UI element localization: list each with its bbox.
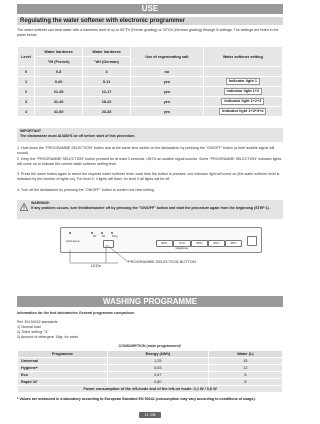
step-3: 3. Press the same button again to select the required water softener level: each time the button is pressed, one indicator light will come on (the water softener level is indicated by the number of lights on). For level 0, 4 lights will flash, for level 0 all lights will be off.: [17, 172, 280, 181]
indicator-label: Indicator light 1+2+3: [221, 98, 264, 105]
table-row: [18, 358, 282, 364]
cell: 0,83: [108, 365, 208, 371]
warning-title: WARNING!: [31, 201, 50, 205]
cell: yes: [131, 97, 203, 106]
cell: 2: [18, 87, 34, 96]
cell: 15: [209, 358, 282, 364]
washing-programme-heading: WASHING PROGRAMME: [17, 296, 283, 307]
col-fh-unit: °fH (French): [35, 57, 82, 66]
cell: 3: [18, 97, 34, 106]
load-note: 1) Normal load: [17, 325, 41, 329]
cell: Eco: [18, 372, 107, 378]
header-cell: Programme: [18, 351, 107, 357]
softener-heading: Regulating the water softener with electronic programmer: [17, 17, 283, 25]
programme-90-button[interactable]: 90'C: [156, 240, 173, 247]
use-heading: USE: [17, 4, 283, 14]
cell: 31-40: [35, 97, 82, 106]
cell: 8: [209, 379, 282, 385]
cell: 23-33: [83, 107, 130, 116]
cell: 0,80: [108, 379, 208, 385]
important-title: IMPORTANT: [20, 129, 42, 133]
cell: 8: [209, 372, 282, 378]
cell: 12-17: [83, 87, 130, 96]
consumption-table: [17, 350, 283, 393]
table-row: [18, 379, 282, 385]
test-lab-info: Information for the test laboratories General programme comparison: [17, 311, 135, 315]
indicator-label: Indicator light 1+2: [224, 88, 263, 95]
table-row: [18, 386, 282, 392]
cell: 1: [18, 77, 34, 86]
cell: Hygiene+: [18, 365, 107, 371]
cell: 21-30: [35, 87, 82, 96]
button-caption: PROGRAMME SELECTION BUTTON: [128, 259, 196, 264]
indicator-label: Indicator light 1+2+3+4: [219, 108, 266, 115]
col-dh-unit: °dH (German): [83, 57, 130, 66]
cell: 5-11: [83, 77, 130, 86]
leds-caption: LEDs: [91, 263, 101, 268]
cell: 12: [209, 365, 282, 371]
consumption-title: CONSUMPTION (main programmes)*: [118, 344, 182, 348]
indicator-label: Indicator light 1: [226, 78, 260, 85]
shine-note: 2) Shine setting: "4": [17, 330, 49, 334]
col-dh: Water hardness: [83, 47, 130, 56]
panel-label: 90': [93, 235, 97, 238]
table-header-row: [18, 351, 282, 357]
programme-hygiene-button[interactable]: 70'C Hygiene+: [173, 240, 191, 247]
softener-intro: The water softener can treat water with a hardness level of up to 60°Fh (French grading) or 33°Dh (German grading) through 5 settings. The settings are listed in the panel below:: [17, 28, 279, 37]
important-text: The dishwasher must ALWAYS be off before start of this procedure.: [20, 134, 136, 138]
cell: Rapid 32': [18, 379, 107, 385]
step-1: 1. Hold down the "PROGRAMME SELECTION" button and at the same time switch on the dishwasher by pressing the "ON/OFF" button (a brief audible signal will sound).: [17, 146, 275, 155]
col-level: Level: [18, 47, 34, 66]
table-row: [18, 365, 282, 371]
cell: 4: [83, 67, 130, 76]
step-2: 2. Keep the "PROGRAMME SELECTION" button pressed for at least 3 seconds, UNTIL an audible signal sounds. Some "PROGRAMME SELECTION" indicator lights will come on to indicate the current water softener setting level.: [17, 157, 282, 166]
cell: 4: [18, 107, 34, 116]
cell: 18-22: [83, 97, 130, 106]
cell: yes: [131, 77, 203, 86]
cell: yes: [131, 107, 203, 116]
footnote: * Values are measured in a laboratory according to European Standard EN 50242 (consumption may vary according to conditions of usage).: [17, 397, 256, 401]
col-setting: Water softener setting: [204, 47, 282, 66]
table-row: [18, 372, 282, 378]
header-cell: Water (L): [209, 351, 282, 357]
col-fh: Water hardness: [35, 47, 82, 56]
aqua-label: AAA Aqua: [66, 239, 80, 243]
cell: 41-60: [35, 107, 82, 116]
detergent-note: 3) Amount of detergent: 18gr. for wash: [17, 335, 79, 339]
cell: 0,67: [108, 372, 208, 378]
page-number: 11 GB: [139, 412, 161, 418]
panel-label: 60': [102, 235, 106, 238]
col-salt: Use of regenerating salt: [131, 47, 203, 66]
programme-65-button[interactable]: 65'C: [191, 240, 208, 247]
cell: no: [131, 67, 203, 76]
panel-label: Prog: [112, 235, 118, 238]
cell: Universal: [18, 358, 107, 364]
cell: 0-8: [35, 67, 82, 76]
programme-45-button[interactable]: 45'C: [225, 240, 242, 247]
programme-60-button[interactable]: 60'C: [208, 240, 225, 247]
standard-ref: Ref. EN 50242 standards:: [17, 320, 59, 324]
warning-text: If any problem occurs, turn theditshwasher off by pressing the "ON/OFF" button and start the procedure again from the beginning (STEP 1).: [31, 205, 270, 210]
cell: yes: [131, 87, 203, 96]
header-cell: Energy (kWh): [108, 351, 208, 357]
cell: 9-20: [35, 77, 82, 86]
cell: 0: [18, 67, 34, 76]
cell: 1,25: [108, 358, 208, 364]
step-4: 4. Turn off the dishwasher by pressing the "ON/OFF" button to confirm the new setting.: [17, 188, 155, 192]
power-note: Power consumption of the off-mode and of the left-on mode: 0,1 W / 0,8 W: [18, 386, 282, 392]
